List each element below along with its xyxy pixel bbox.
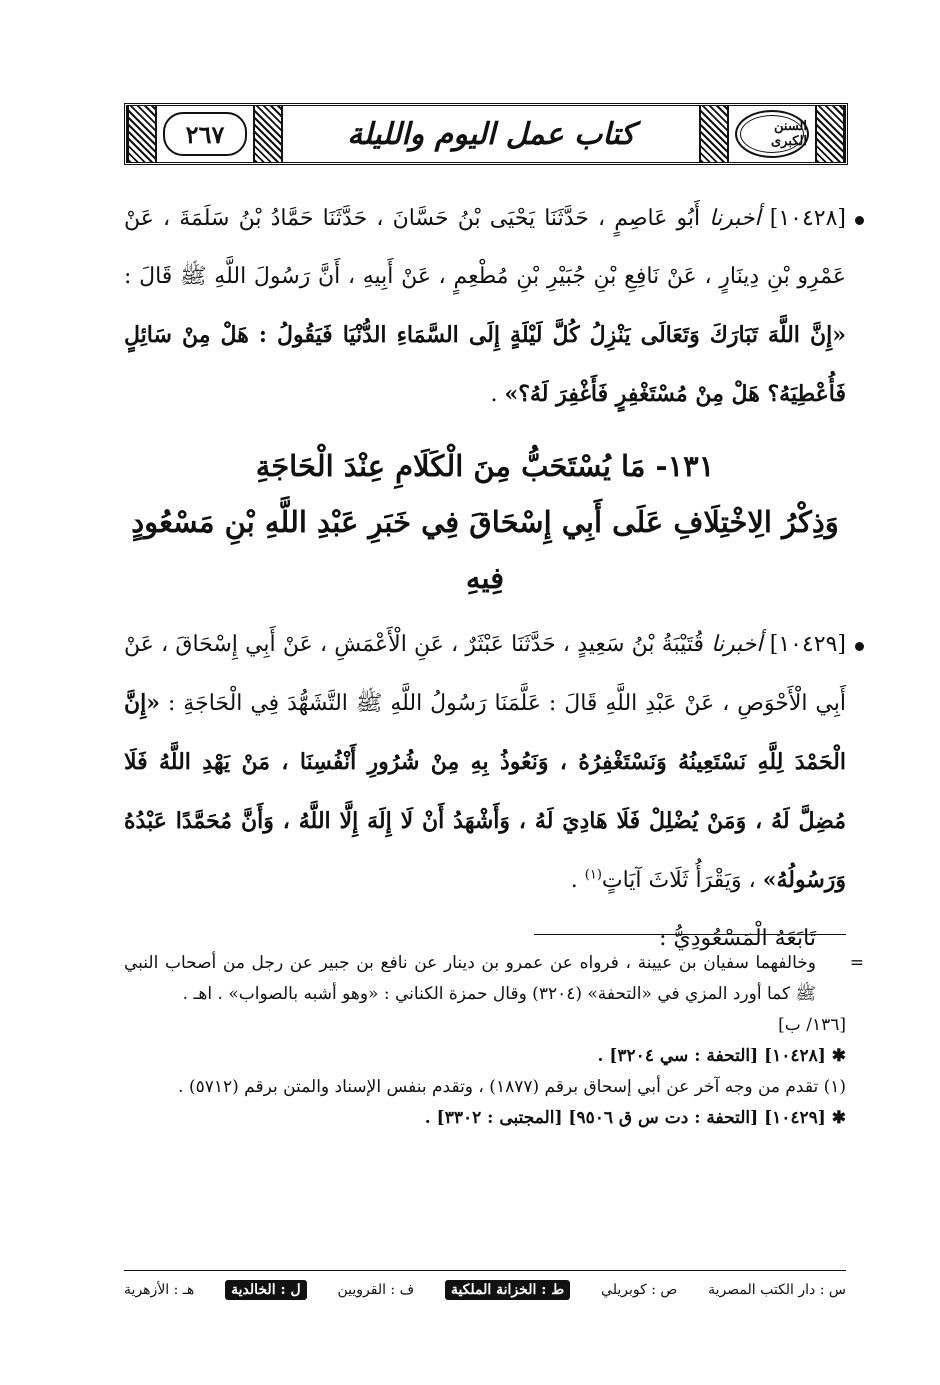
header-ornament-mid-left (253, 106, 283, 162)
bullet-icon (855, 642, 864, 651)
hadith-end: . (570, 868, 585, 893)
takhrij-text: [١٠٤٢٨] [التحفة : سي ٣٢٠٤] . (597, 1046, 826, 1066)
bullet-icon (855, 216, 864, 225)
header-ornament-right (815, 106, 845, 162)
hadith-10429 (124, 616, 846, 910)
chapter-heading (124, 438, 846, 606)
akhbarana-label: أخبرنا (711, 632, 763, 657)
main-text (124, 190, 846, 968)
hadith-matn: «إِنَّ الْحَمْدَ لِلَّهِ نَسْتَعِينُهُ وَنَسْتَغْفِرُهُ ، وَنَعُوذُ بِهِ مِنْ شُرُورِ أَنْفُسِنَا ، مَنْ يَهْدِ اللَّهُ فَلَا مُضِلَّ لَهُ ، وَمَنْ يُضْلِلْ فَلَا هَادِيَ لَهُ ، وَأَشْهَدُ أَنْ لَا إِلَهَ إِلَّا اللَّهُ ، وَأَنَّ مُحَمَّدًا عَبْدُهُ وَرَسُولُهُ» (124, 690, 846, 893)
key-sin: س : دار الكتب المصرية (708, 1282, 846, 1298)
key-sad: ص : كوبريلي (601, 1282, 678, 1298)
footnote-continuation-text: وخالفهما سفيان بن عيينة ، فرواه عن عمرو بن دينار عن نافع بن جبير عن رجل من أصحاب النبي ﷺ كما أورد المزي في «التحفة» (٣٢٠٤) وقال حمزة الكناني : «وهو أشبه بالصواب» . اهـ . (124, 953, 816, 1004)
manuscript-key (124, 1276, 846, 1304)
takhrij-10429 (124, 1103, 846, 1134)
key-lam: ل : الخالدية (225, 1280, 307, 1300)
hadith-number: [١٠٤٢٨] (769, 206, 846, 231)
hadith-continuation: ، وَيَقْرَأُ ثَلَاثَ آيَاتٍ (601, 868, 763, 893)
key-ta: ط : الخزانة الملكية (445, 1280, 570, 1300)
header-ornament-mid-right (699, 106, 729, 162)
hadith-matn: «إِنَّ اللَّهَ تَبَارَكَ وَتَعَالَى يَنْزِلُ كُلَّ لَيْلَةٍ إِلَى السَّمَاءِ الدُّنْيَا فَيَقُولُ : هَلْ مِنْ سَائِلٍ فَأُعْطِيَهُ؟ هَلْ مِنْ مُسْتَغْفِرٍ فَأَغْفِرَ لَهُ؟» (124, 322, 846, 407)
asterisk-icon: ✱ (825, 1108, 846, 1128)
page-number: ٢٦٧ (163, 112, 247, 156)
tabaahu-line: تَابَعَهُ الْمَسْعُودِيُّ : (659, 926, 816, 951)
continuation-mark: = (849, 953, 864, 973)
header-ornament-left (127, 106, 157, 162)
footnote-continuation (124, 948, 864, 1010)
footer-separator (124, 1270, 846, 1271)
hadith-end: . (490, 382, 505, 407)
header-title: كتاب عمل اليوم والليلة (347, 116, 635, 152)
footnote-ref[interactable]: (١) (584, 867, 602, 883)
takhrij-text: [١٠٤٢٩] [التحفة : دت س ق ٩٥٠٦] [المجتبى : ٣٣٠٢] . (424, 1108, 826, 1128)
header-emblem (729, 106, 815, 162)
hadith-number: [١٠٤٢٩] (769, 632, 846, 657)
chapter-line-1: ١٣١- مَا يُسْتَحَبُّ مِنَ الْكَلَامِ عِنْدَ الْحَاجَةِ (255, 449, 715, 483)
hadith-isnad: قُتَيْبَةُ بْنُ سَعِيدٍ ، حَدَّثَنَا عَبْثَرٌ ، عَنِ الْأَعْمَشِ ، عَنْ أَبِي إِسْحَاقَ ، عَنْ أَبِي الْأَحْوَصِ ، عَنْ عَبْدِ اللَّهِ قَالَ : عَلَّمَنَا رَسُولُ اللَّهِ ﷺ التَّشَهُّدَ فِي الْحَاجَةِ : (124, 632, 846, 716)
page-header (124, 103, 848, 165)
footnote-1: (١) تقدم من وجه آخر عن أبي إسحاق برقم (١٨٧٧) ، وتقدم بنفس الإسناد والمتن برقم (٥٧١٢) . (178, 1077, 846, 1097)
chapter-line-2: وَذِكْرُ الِاخْتِلَافِ عَلَى أَبِي إِسْحَاقَ فِي خَبَرِ عَبْدِ اللَّهِ بْنِ مَسْعُودٍ فِيهِ (131, 505, 839, 595)
key-fa: ف : القرويين (337, 1282, 415, 1298)
footnotes (124, 948, 864, 1134)
hadith-10428 (124, 190, 846, 424)
asterisk-icon: ✱ (825, 1046, 846, 1066)
header-page-number-box (157, 106, 253, 162)
emblem-logo: السنن الكبرى (735, 110, 809, 158)
footnote-separator (534, 934, 846, 935)
key-ha: هـ : الأزهرية (124, 1282, 195, 1298)
hadith-isnad: أَبُو عَاصِمٍ ، حَدَّثَنَا يَحْيَى بْنُ حَسَّانَ ، حَدَّثَنَا حَمَّادُ بْنُ سَلَمَةَ ، عَنْ عَمْرِو بْنِ دِينَارٍ ، عَنْ نَافِعِ بْنِ جُبَيْرِ بْنِ مُطْعِمٍ ، عَنْ أَبِيهِ ، أَنَّ رَسُولَ اللَّهِ ﷺ قَالَ : (124, 206, 846, 289)
manuscript-ref: [١٣٦/ ب] (778, 1015, 846, 1035)
akhbarana-label: أخبرنا (709, 206, 761, 231)
takhrij-10428 (124, 1041, 846, 1072)
